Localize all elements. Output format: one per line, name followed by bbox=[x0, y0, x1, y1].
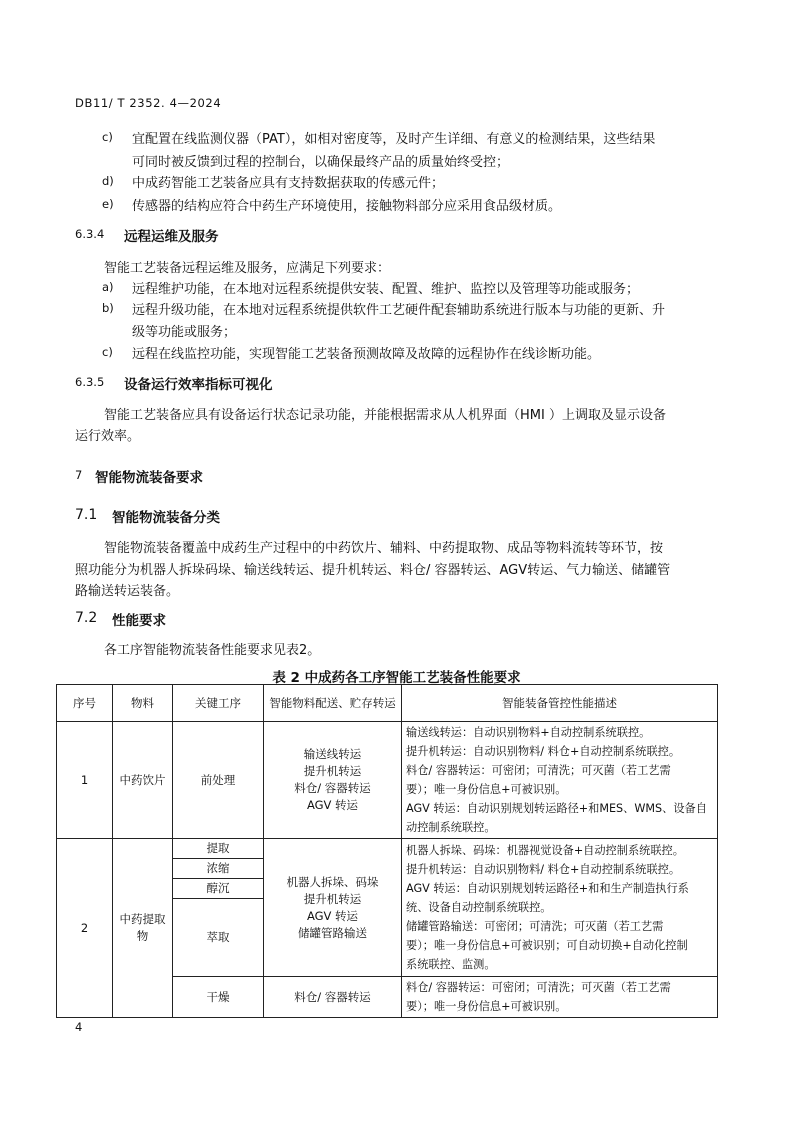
desc-line: 料仓/ 容器转运：可密闭；可清洗；可灭菌（若工艺需 bbox=[406, 764, 671, 777]
table-header-row bbox=[57, 685, 718, 722]
header-cell: 智能物料配送、贮存转运 bbox=[264, 685, 402, 722]
desc-line: 要）；唯一身份信息+可被识别。 bbox=[406, 1000, 567, 1013]
list-item-text: 远程升级功能，在本地对远程系统提供软件工艺硬件配套辅助系统进行版本与功能的更新、升 bbox=[132, 303, 666, 318]
desc-line: 系统联控、监测。 bbox=[406, 958, 496, 971]
cell-process: 前处理 bbox=[173, 722, 264, 839]
list-label: c) bbox=[102, 345, 113, 359]
cell-material: 中药提取物 bbox=[113, 839, 173, 1018]
list-item-text: 传感器的结构应符合中药生产环境使用，接触物料部分应采用食品级材质。 bbox=[132, 199, 562, 214]
desc-line: AGV 转运：自动识别规划转运路径+和MES、WMS、设备自 bbox=[406, 802, 707, 815]
transport-line: 储罐管路输送 bbox=[298, 925, 367, 940]
paragraph: 路输送转运装备。 bbox=[75, 584, 180, 599]
cell-number: 1 bbox=[57, 722, 113, 839]
transport-line: 机器人拆垛、码垛 bbox=[286, 874, 379, 889]
header-cell: 序号 bbox=[57, 685, 113, 722]
desc-line: 提升机转运：自动识别物料/ 料仓+自动控制系统联控。 bbox=[406, 863, 681, 876]
list-item-text: 宜配置在线监测仪器（PAT），如相对密度等，及时产生详细、有意义的检测结果，这些结果 bbox=[132, 132, 656, 147]
list-item-text: 中成药智能工艺装备应具有支持数据获取的传感元件； bbox=[132, 176, 445, 191]
cell-transport: 料仓/ 容器转运 bbox=[264, 977, 402, 1018]
desc-line: 统、设备自动控制系统联控。 bbox=[406, 901, 552, 914]
cell-process: 干燥 bbox=[173, 977, 264, 1018]
transport-line: 输送线转运 bbox=[303, 747, 362, 761]
list-label: d) bbox=[102, 174, 114, 188]
paragraph: 运行效率。 bbox=[75, 429, 141, 444]
paragraph: 照功能分为机器人拆垛码垛、输送线转运、提升机转运、料仓/ 容器转运、AGV转运、气力输送、储罐管 bbox=[75, 563, 671, 578]
desc-line: 动控制系统联控。 bbox=[406, 821, 496, 834]
section-title: 远程运维及服务 bbox=[124, 229, 219, 245]
section-title: 性能要求 bbox=[112, 613, 166, 629]
table-row bbox=[57, 722, 718, 839]
paragraph: 智能物流装备覆盖中成药生产过程中的中药饮片、辅料、中药提取物、成品等物料流转等环节，按 bbox=[104, 541, 664, 556]
header-cell: 智能装备管控性能描述 bbox=[402, 685, 718, 722]
list-item-text: 级等功能或服务； bbox=[132, 325, 237, 340]
header-cell: 关键工序 bbox=[173, 685, 264, 722]
section-title: 智能物流装备要求 bbox=[95, 470, 203, 486]
header-cell: 物料 bbox=[113, 685, 173, 722]
cell-transport bbox=[264, 839, 402, 977]
paragraph: 各工序智能物流装备性能要求见表2。 bbox=[104, 643, 321, 658]
list-item-text: 远程维护功能，在本地对远程系统提供安装、配置、维护、监控以及管理等功能或服务； bbox=[132, 282, 640, 297]
list-item-text: 可同时被反馈到过程的控制台，以确保最终产品的质量始终受控； bbox=[132, 155, 510, 170]
cell-process: 萃取 bbox=[173, 899, 264, 977]
table-row bbox=[57, 839, 718, 859]
desc-line: 输送线转运：自动识别物料+自动控制系统联控。 bbox=[406, 726, 651, 739]
list-item-text: 远程在线监控功能，实现智能工艺装备预测故障及故障的远程协作在线诊断功能。 bbox=[132, 347, 601, 362]
transport-line: 提升机转运 bbox=[303, 891, 362, 906]
list-label: c) bbox=[102, 130, 113, 144]
cell-number: 2 bbox=[57, 839, 113, 1018]
transport-line: AGV 转运 bbox=[306, 798, 359, 812]
section-title: 设备运行效率指标可视化 bbox=[124, 377, 273, 393]
desc-line: 提升机转运：自动识别物料/ 料仓+自动控制系统联控。 bbox=[406, 745, 681, 758]
section-title: 智能物流装备分类 bbox=[112, 510, 220, 526]
cell-description bbox=[402, 722, 718, 839]
list-label: e) bbox=[102, 197, 114, 211]
desc-line: AGV 转运：自动识别规划转运路径+和和生产制造执行系 bbox=[406, 882, 689, 895]
section-number: 6.3.5 bbox=[75, 375, 105, 389]
cell-process: 提取 bbox=[173, 839, 264, 859]
section-number: 7 bbox=[75, 468, 83, 482]
transport-line: AGV 转运 bbox=[306, 908, 359, 923]
cell-material: 中药饮片 bbox=[113, 722, 173, 839]
cell-process: 浓缩 bbox=[173, 859, 264, 879]
section-number: 7.2 bbox=[75, 610, 98, 626]
desc-line: 机器人拆垛、码垛：机器视觉设备+自动控制系统联控。 bbox=[406, 844, 684, 857]
desc-line: 要）；唯一身份信息+可被识别。 bbox=[406, 783, 567, 796]
cell-description bbox=[402, 839, 718, 977]
list-label: a) bbox=[102, 280, 114, 294]
cell-process: 醇沉 bbox=[173, 879, 264, 899]
desc-line: 料仓/ 容器转运：可密闭；可清洗；可灭菌（若工艺需 bbox=[406, 981, 671, 994]
cell-transport bbox=[264, 722, 402, 839]
table-caption: 表 2 中成药各工序智能工艺装备性能要求 bbox=[272, 670, 521, 686]
transport-line: 料仓/ 容器转运 bbox=[294, 781, 371, 795]
section-number: 7.1 bbox=[75, 507, 98, 523]
paragraph: 智能工艺装备应具有设备运行状态记录功能，并能根据需求从人机界面（HMI ）上调取及显示设备 bbox=[104, 408, 666, 423]
paragraph: 智能工艺装备远程运维及服务，应满足下列要求： bbox=[104, 261, 391, 276]
desc-line: 要）；唯一身份信息+可被识别；可自动切换+自动化控制 bbox=[406, 939, 688, 952]
list-label: b) bbox=[102, 301, 114, 315]
document-code: DB11/ T 2352. 4—2024 bbox=[75, 96, 222, 110]
transport-line: 提升机转运 bbox=[303, 764, 362, 778]
section-number: 6.3.4 bbox=[75, 227, 105, 241]
performance-table bbox=[56, 684, 718, 1018]
desc-line: 储罐管路输送：可密闭；可清洗；可灭菌（若工艺需 bbox=[406, 920, 664, 933]
cell-description bbox=[402, 977, 718, 1018]
page-number: 4 bbox=[75, 1020, 83, 1034]
